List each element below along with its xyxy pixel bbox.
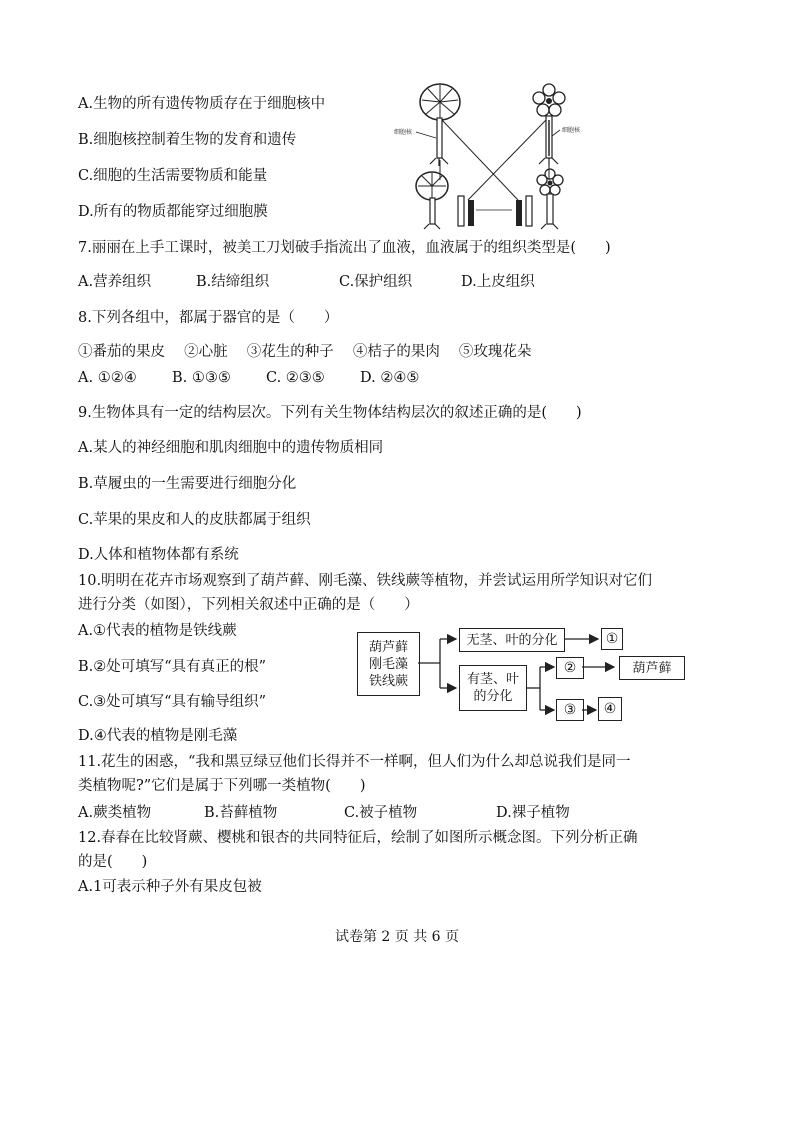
q9-option-d: D.人体和植物体都有系统 [78,547,239,563]
q7-option-a: A.营养组织 [78,274,152,290]
q9-option-a: A.某人的神经细胞和肌肉细胞中的遗传物质相同 [78,440,384,456]
plant-3: 铁线蕨 [368,673,408,689]
plant-2: 刚毛藻 [368,656,408,672]
q9-option-c: C.苹果的果皮和人的皮肤都属于组织 [78,512,311,528]
q10-option-d: D.④代表的植物是刚毛藻 [78,728,238,744]
q11-option-d: D.裸子植物 [496,805,570,821]
plant-1: 葫芦藓 [368,639,408,655]
q10-option-a: A.①代表的植物是铁线蕨 [78,623,237,639]
label-1-box: ① [601,628,623,650]
umbrella-alga-left-top [420,84,460,166]
no-stem-leaf-box: 无茎、叶的分化 [459,628,565,652]
q7-options [78,272,535,292]
q7-option-b: B.结缔组织 [196,274,270,290]
q7-option-c: C.保护组织 [339,274,413,290]
label-2-box: ② [556,657,584,679]
q11-option-b: B.苔藓植物 [204,805,278,821]
q9-option-b: B.草履虫的一生需要进行细胞分化 [78,476,297,492]
q12-stem-line2: 的是( ) [78,854,148,870]
q11-stem-line2: 类植物呢?”它们是属于下列哪一类植物( ) [78,778,366,794]
q8-options [78,368,419,388]
q10-stem-line2: 进行分类（如图），下列相关叙述中正确的是（ ） [78,597,419,613]
plants-box [357,632,420,696]
q11-option-a: A.蕨类植物 [78,805,152,821]
q10-stem-line1: 10.明明在花卉市场观察到了葫芦藓、刚毛藻、铁线蕨等植物，并尝试运用所学知识对它们 [78,573,653,589]
q8-stem: 8.下列各组中，都属于器官的是（ ） [78,310,339,326]
q6-nucleus-transplant-figure [392,80,602,232]
q8-option-c: C. ②③⑤ [266,370,325,386]
q11-stem-line1: 11.花生的困惑，“我和黑豆绿豆他们长得并不一样啊，但人们为什么却总说我们是同一 [78,754,631,770]
q7-stem: 7.丽丽在上手工课时，被美工刀划破手指流出了血液，血液属于的组织类型是( ) [78,240,611,256]
q6-option-d: D.所有的物质都能穿过细胞膜 [78,204,268,220]
q11-options [78,803,570,823]
q12-option-a: A.1可表示种子外有果皮包被 [78,879,262,895]
label-3-box: ③ [556,699,584,721]
q6-option-a: A.生物的所有遗传物质存在于细胞核中 [78,96,326,112]
q11-option-c: C.被子植物 [344,805,418,821]
q9-stem: 9.生物体具有一定的结构层次。下列有关生物体结构层次的叙述正确的是( ) [78,405,582,421]
q8-option-a: A. ①②④ [78,370,137,386]
has-stem-leaf-box [459,665,527,711]
q6-option-b: B.细胞核控制着生物的发育和遗传 [78,132,297,148]
result-moss-box: 葫芦藓 [619,656,685,680]
q10-option-c: C.③处可填写“具有输导组织” [78,694,267,710]
q10-option-b: B.②处可填写“具有真正的根” [78,659,267,675]
q6-option-c: C.细胞的生活需要物质和能量 [78,168,268,184]
q8-items: ①番茄的果皮 ②心脏 ③花生的种子 ④桔子的果肉 ⑤玫瑰花朵 [78,344,532,360]
page-footer: 试卷第 2 页 共 6 页 [334,929,460,945]
flower-alga-right-bottom [537,169,563,229]
q7-option-d: D.上皮组织 [461,274,535,290]
label-4-box: ④ [598,697,622,721]
umbrella-alga-left-bottom [416,172,448,229]
has-stem-leaf-line2: 的分化 [473,689,513,704]
q6-right-nucleus-label: 细胞核 [562,127,581,134]
q12-stem-line1: 12.春春在比较肾蕨、樱桃和银杏的共同特征后，绘制了如图所示概念图。下列分析正确 [78,830,638,846]
q6-left-nucleus-label: 细胞核 [394,129,413,136]
flower-alga-right-top [533,84,565,166]
q8-option-d: D. ②④⑤ [360,370,420,386]
q8-option-b: B. ①③⑤ [172,370,231,386]
has-stem-leaf-line1: 有茎、叶 [466,672,519,687]
